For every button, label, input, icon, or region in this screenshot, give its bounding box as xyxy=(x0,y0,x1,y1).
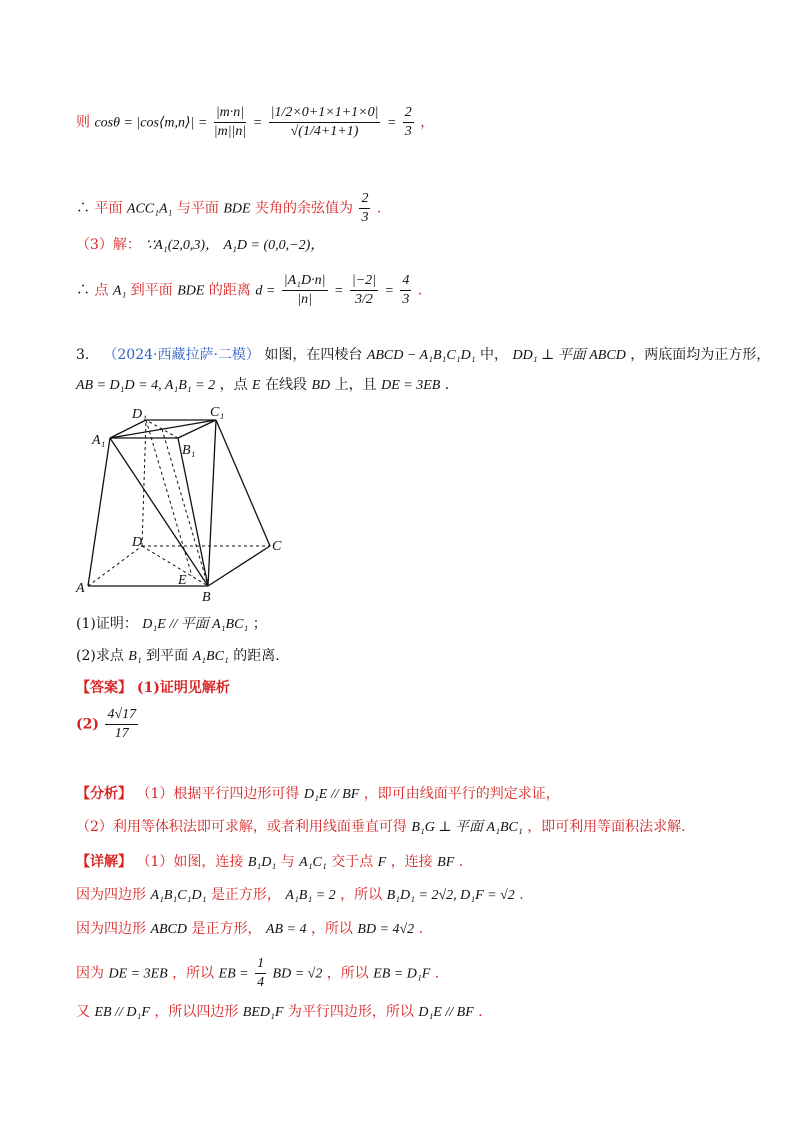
q1-label: (1)证明： xyxy=(76,616,138,632)
cos-prefix: 则 xyxy=(76,114,90,131)
cos-line: 则 cosθ = |cos⟨m,n⟩| = $\frac{|m\cdot n|}{|m||n|}$ = $\frac{|1/2\times 0+1\times 1+1\times 0|}{√(1/4+1+1)}$ = $\frac{2}{3}$ ， xyxy=(76,105,435,139)
problem-source: （2024·西藏拉萨·二模） xyxy=(103,347,260,363)
analysis-p2-a: （2）利用等体积法即可求解，或者利用线面垂直可得 xyxy=(76,819,407,835)
cos-lhs: cosθ = |cos⟨m,n⟩| = xyxy=(94,115,208,131)
analysis-p1-expr: D₁E // BF xyxy=(303,787,360,802)
q2-label: (2)求点 xyxy=(76,648,124,664)
frustum-figure xyxy=(70,398,300,608)
detail-l2-b: 是正方形， xyxy=(210,887,281,903)
detail-line3 xyxy=(76,918,423,938)
conclusion-plane2: BDE xyxy=(223,201,251,217)
problem-number: 3． xyxy=(76,347,99,363)
problem-stem-line1 xyxy=(76,344,770,364)
detail-l3-c: ，所以 xyxy=(310,921,353,937)
detail-l3-e3: BD = 4√2 xyxy=(357,922,415,937)
dist-fraction-2 xyxy=(350,272,378,309)
detail-l1-e3: F xyxy=(377,855,387,870)
stem-e: 在线段 xyxy=(265,377,308,393)
cos-result xyxy=(403,104,414,141)
dist-plane: BDE xyxy=(177,283,205,299)
stem-a: 如图，在四棱台 xyxy=(264,347,363,363)
detail-l5-e3: D₁E // BF xyxy=(418,1005,474,1020)
stem-d: ，点 xyxy=(219,377,248,393)
q2-plane: A₁BC₁ xyxy=(192,649,229,664)
dist-end: . xyxy=(417,282,423,299)
q2-point: B₁ xyxy=(128,649,142,664)
stem-point-e: E xyxy=(252,378,261,393)
edge-bc1 xyxy=(208,420,216,586)
label-c: C xyxy=(272,539,282,554)
analysis-tag: 【分析】 xyxy=(76,786,132,802)
label-b: B xyxy=(202,590,211,605)
stem-f: 上，且 xyxy=(334,377,377,393)
stem-solid: ABCD − A₁B₁C₁D₁ xyxy=(366,348,476,363)
dist-result xyxy=(400,272,411,309)
therefore-symbol-2: ∴ xyxy=(76,282,90,299)
distance-line: ∴ 点 A₁ 到平面 BDE 的距离 d = $\frac{\text{|A₁D·n|}}{|n|}$ = $\frac{|-2|}{3/2}$ = $\frac{4}{3}$ . xyxy=(76,273,423,307)
detail-l1-e4: BF xyxy=(437,855,455,870)
question-2 xyxy=(76,645,280,665)
stem-cond1: AB = D₁D = 4, A₁B₁ = 2 xyxy=(76,378,216,393)
conclusion-end: . xyxy=(376,200,382,217)
answer-tag: 【答案】 xyxy=(76,680,132,696)
detail-l4-frac xyxy=(255,955,266,992)
detail-line1 xyxy=(76,851,463,871)
detail-l4-end: . xyxy=(434,965,440,982)
conclusion-c: 夹角的余弦值为 xyxy=(255,200,353,217)
cos-fraction xyxy=(214,104,247,141)
dist-a: 点 xyxy=(94,282,109,299)
part3-point: ∵A₁(2,0,3)， xyxy=(145,238,220,253)
cos-big-num: |1/2×0+1×1+1×0| xyxy=(269,104,381,123)
detail-l3-a: 因为四边形 xyxy=(76,921,146,937)
stem-cond2: DE = 3EB xyxy=(381,378,441,393)
detail-l3-e1: ABCD xyxy=(150,922,188,937)
detail-l4-e2b: BD = √2 xyxy=(272,966,323,982)
q2-mid: 到平面 xyxy=(146,648,189,664)
detail-l4-e3: EB = D₁F xyxy=(373,966,431,982)
dist-c: 的距离 xyxy=(208,282,251,299)
detail-line5 xyxy=(76,1001,483,1021)
detail-l4-b: ，所以 xyxy=(172,965,215,982)
part3-vector: A₁D = (0,0,−2)， xyxy=(223,238,325,253)
edge-dd1-hidden xyxy=(142,420,146,546)
detail-l1-e1: B₁D₁ xyxy=(247,855,277,870)
analysis-line1 xyxy=(76,783,560,803)
analysis-p2-b: ，即可利用等面积法求解. xyxy=(527,819,686,835)
label-d1: D₁ xyxy=(132,407,147,422)
detail-l1-c: 交于点 xyxy=(331,854,374,870)
detail-l2-e2: A₁B₁ = 2 xyxy=(285,888,336,903)
detail-l2-c: ，所以 xyxy=(340,887,383,903)
dist-den: |n| xyxy=(297,292,312,307)
analysis-p1-a: （1）根据平行四边形可得 xyxy=(136,786,300,802)
dist-num: |A₁D·n| xyxy=(282,272,328,291)
detail-l5-b: ，所以四边形 xyxy=(154,1004,239,1020)
detail-l4-c: ，所以 xyxy=(326,965,369,982)
conclusion-plane1: ACC₁A₁ xyxy=(126,201,173,217)
analysis-line2 xyxy=(76,816,686,836)
detail-l1-e2: A₁C₁ xyxy=(299,855,327,870)
stem-g: . xyxy=(444,377,450,393)
detail-tag: 【详解】 xyxy=(76,854,132,870)
label-c1: C₁ xyxy=(210,405,225,420)
detail-l1-b: 与 xyxy=(280,854,295,870)
detail-line4 xyxy=(76,955,439,992)
conclusion-line xyxy=(76,190,381,227)
conclusion-num: 2 xyxy=(359,190,370,209)
conclusion-den: 3 xyxy=(361,210,369,225)
cos-result-den: 3 xyxy=(404,124,412,139)
conclusion-a: 平面 xyxy=(94,200,123,217)
detail-l3-b: 是正方形， xyxy=(191,921,262,937)
detail-l1-a: （1）如图，连接 xyxy=(136,854,244,870)
cos-big-den: √(1/4+1+1) xyxy=(290,124,359,139)
edge-a1c1 xyxy=(110,420,216,438)
part3-label: （3）解： xyxy=(76,237,141,253)
edge-aa1 xyxy=(88,438,110,586)
answer-a2-label: (2) xyxy=(76,716,99,733)
conclusion-b: 与平面 xyxy=(176,200,219,217)
detail-l5-a: 又 xyxy=(76,1004,90,1020)
detail-l3-e2: AB = 4 xyxy=(265,922,307,937)
detail-l1-end: . xyxy=(458,854,464,870)
answer-line xyxy=(76,677,230,697)
detail-l5-e2: BED₁F xyxy=(242,1005,284,1020)
answer-2 xyxy=(76,706,140,743)
cos-big-fraction xyxy=(269,104,381,141)
stem-perp: DD₁ ⊥ 平面 ABCD xyxy=(512,348,626,363)
cos-frac-num: |m·n| xyxy=(214,104,247,123)
label-a: A xyxy=(76,581,85,596)
dist-formula: d = xyxy=(255,283,276,299)
dist-fraction xyxy=(282,272,328,309)
cos-tail: ， xyxy=(420,114,435,131)
edge-ad-hidden xyxy=(88,546,142,586)
answer-a2-den: 17 xyxy=(114,726,129,741)
detail-l2-e1: A₁B₁C₁D₁ xyxy=(150,888,207,903)
detail-line2 xyxy=(76,884,524,904)
cos-frac-den: |m||n| xyxy=(213,124,247,139)
detail-l2-a: 因为四边形 xyxy=(76,887,146,903)
detail-l5-c: 为平行四边形，所以 xyxy=(287,1004,414,1020)
q2-end: 的距离. xyxy=(233,648,280,664)
cos-result-num: 2 xyxy=(403,104,414,123)
label-e: E xyxy=(178,573,187,588)
dist-eq2-den: 3/2 xyxy=(354,292,373,307)
analysis-p2-expr: B₁G ⊥ 平面 A₁BC₁ xyxy=(411,820,523,835)
label-d: D xyxy=(132,535,143,550)
edge-bc xyxy=(208,546,270,586)
dist-eq2-num: |−2| xyxy=(350,272,378,291)
detail-l4-e1: DE = 3EB xyxy=(108,966,168,982)
detail-l4-frac-num: 1 xyxy=(255,955,266,974)
edge-cc1 xyxy=(216,420,270,546)
detail-l4-a: 因为 xyxy=(76,965,104,982)
conclusion-value xyxy=(359,190,370,227)
label-b1: B₁ xyxy=(182,443,196,458)
detail-l3-end: . xyxy=(418,921,424,937)
detail-l2-e3: B₁D₁ = 2√2, D₁F = √2 xyxy=(386,888,515,903)
dist-b: 到平面 xyxy=(130,282,173,299)
analysis-p1-b: ，即可由线面平行的判定求证， xyxy=(363,786,560,802)
detail-l4-frac-den: 4 xyxy=(257,975,265,990)
detail-l2-end: . xyxy=(519,887,524,903)
dist-result-den: 3 xyxy=(402,292,410,307)
stem-c: ，两底面均为正方形， xyxy=(630,347,771,363)
detail-l5-e1: EB // D₁F xyxy=(94,1005,150,1020)
stem-seg: BD xyxy=(311,378,331,393)
part3-line xyxy=(76,234,324,254)
detail-l4-e2a: EB = xyxy=(218,966,249,982)
dist-result-num: 4 xyxy=(400,272,411,291)
q1-expr: D₁E // 平面 A₁BC₁ xyxy=(142,617,249,632)
q1-end: ； xyxy=(252,616,267,632)
therefore-symbol: ∴ xyxy=(76,200,90,217)
detail-l5-end: . xyxy=(478,1004,483,1020)
answer-a1: (1)证明见解析 xyxy=(136,680,230,696)
detail-l1-d: ，连接 xyxy=(390,854,433,870)
answer-a2-num: 4√17 xyxy=(105,706,138,725)
dist-point: A₁ xyxy=(112,283,127,299)
question-1 xyxy=(76,613,267,633)
stem-b: 中， xyxy=(480,347,509,363)
answer-a2-frac xyxy=(105,706,138,743)
problem-stem-line2 xyxy=(76,374,449,394)
label-a1: A₁ xyxy=(92,433,106,448)
